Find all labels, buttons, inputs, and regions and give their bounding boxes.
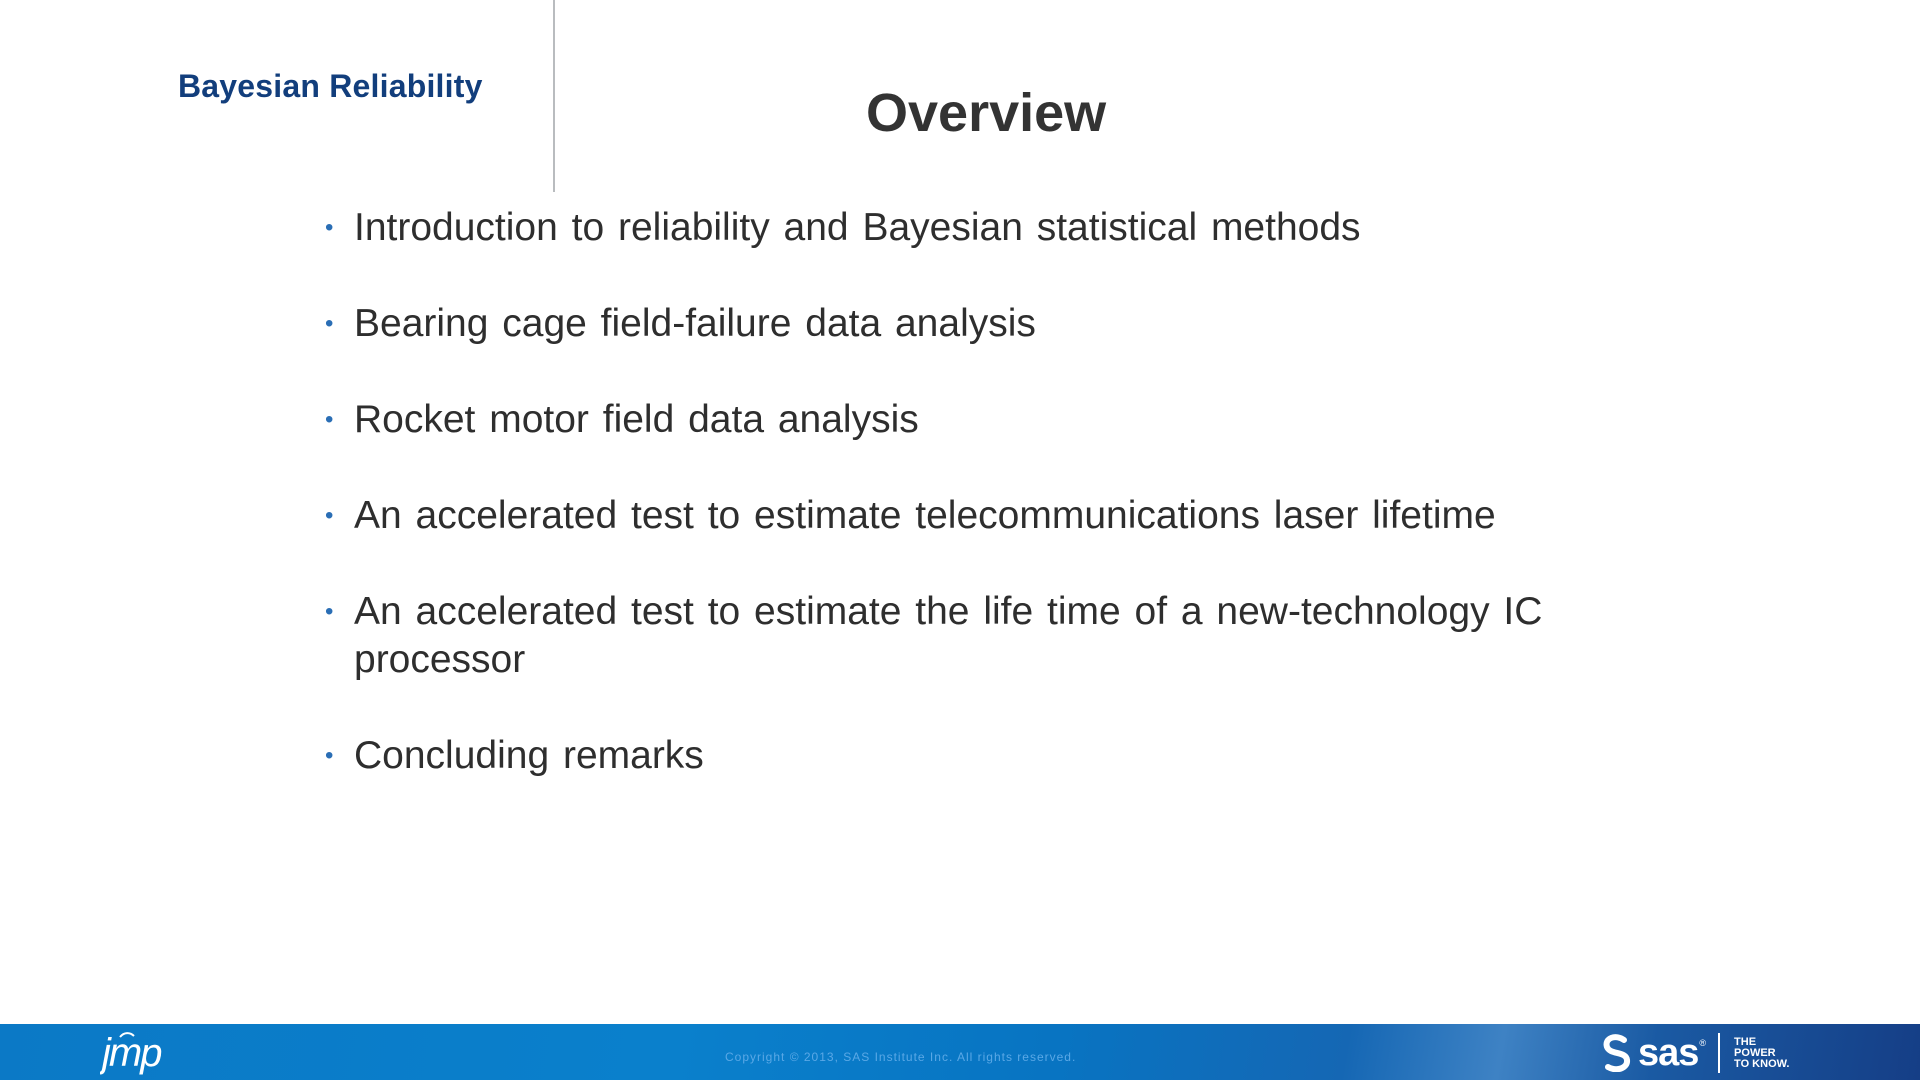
brand-title: Bayesian Reliability [178,68,483,104]
bullet-text: An accelerated test to estimate telecommunications laser lifetime [354,494,1496,537]
bullet-dot: • [325,502,334,529]
bullet-dot: • [325,742,334,769]
tagline-line: TO KNOW. [1734,1057,1790,1070]
page-title: Overview [866,83,1107,143]
sas-logo [1598,1032,1789,1074]
sas-swirl-icon [1598,1034,1636,1072]
bullet-dot: • [325,214,334,241]
bullet-dot: • [325,310,334,337]
bullet-item [322,204,1614,252]
bullet-text: Rocket motor field data analysis [354,398,919,441]
bullet-dot: • [325,598,334,625]
jmp-logo-text: jmp [102,1031,161,1075]
bullet-item [322,300,1614,348]
bullet-item [322,492,1614,540]
bullet-item [322,732,1614,780]
tagline-line: THE [1734,1035,1757,1048]
bullet-list [322,204,1602,828]
bullet-text: An accelerated test to estimate the life time of a new-technology IC processor [354,590,1543,681]
sas-separator [1718,1033,1720,1073]
bullet-item [322,396,1614,444]
header-divider [553,0,555,192]
copyright-text: Copyright © 2013, SAS Institute Inc. All rights reserved. [725,1050,1077,1064]
bullet-dot: • [325,406,334,433]
bullet-text: Introduction to reliability and Bayesian statistical methods [354,206,1361,249]
sas-tagline [1734,1037,1789,1070]
bullet-item [322,588,1614,684]
sas-wordmark: sas [1638,1032,1699,1074]
sas-registered-mark: ® [1699,1038,1707,1048]
bullet-text: Concluding remarks [354,734,704,777]
tagline-line: POWER [1734,1046,1776,1059]
footer-bar [0,1024,1920,1080]
jmp-logo-icon [100,1028,210,1076]
bullet-text: Bearing cage field-failure data analysis [354,302,1036,345]
